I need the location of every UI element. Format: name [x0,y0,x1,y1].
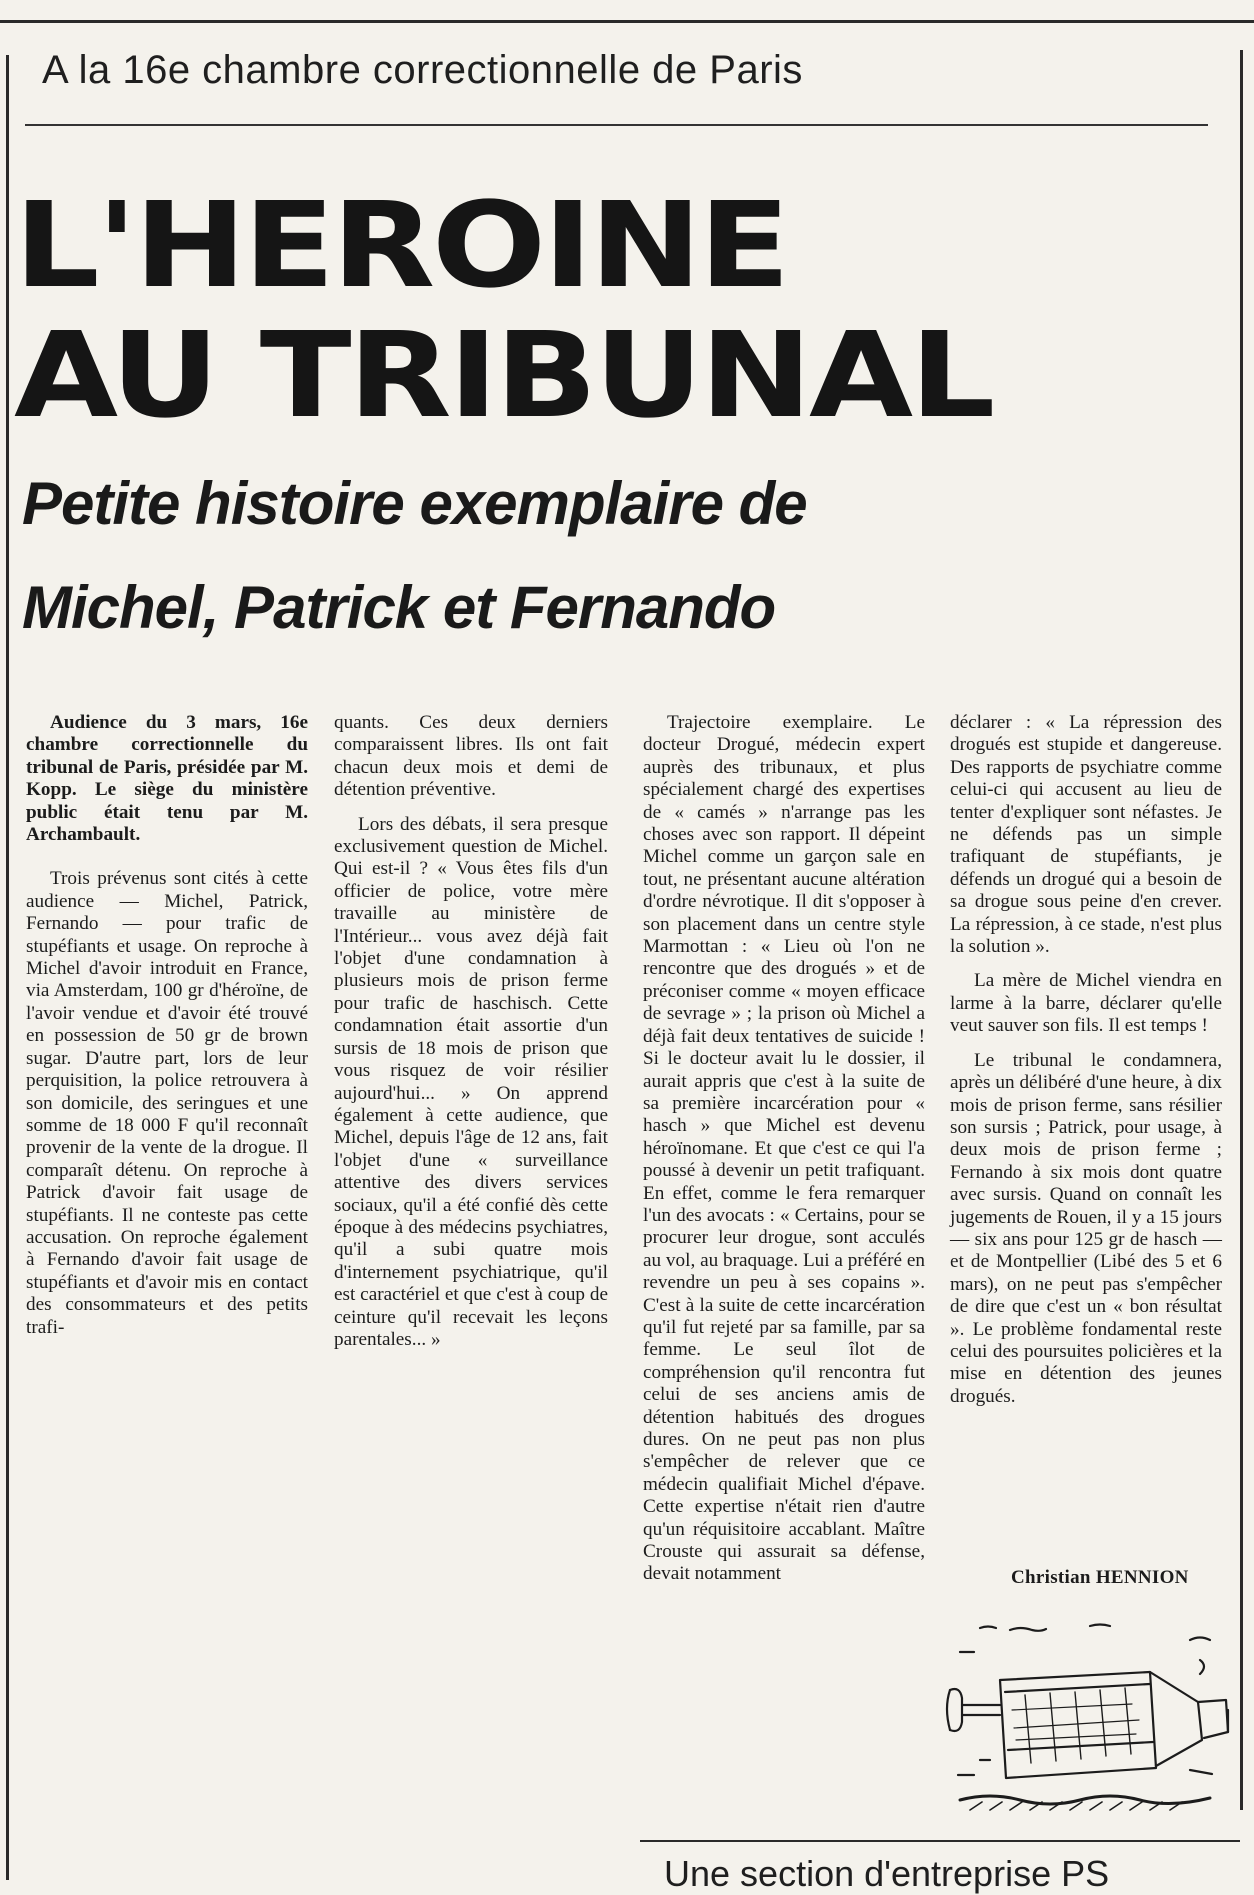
paragraph: Lors des débats, il sera presque exclusivement question de Michel. Qui est-il ? « Vous êtes fils d'un officier de police, votre mère travaille au ministère de l'Intérieur... vous avez déjà fait l'objet d'une condamnation à plusieurs mois de prison ferme pour trafic de haschisch. Cette condamnation était assortie d'un sursis de 18 mois de prison que vous risquez de voir résilier aujourd'hui... » On apprend également à cette audience, que Michel, depuis l'âge de 12 ans, fait l'objet d'une « surveillance attentive des divers services sociaux, qu'il a été confié dès cette époque à des médecins psychiatres, qu'il a subi quatre mois d'internement psychiatrique, qu'il est caractériel et que c'est à coup de ceinture qu'il recevait les leçons parentales... » [334,813,608,1350]
next-article-title: Une section d'entreprise PS [664,1853,1110,1894]
headline [14,176,992,444]
kicker: A la 16e chambre correctionnelle de Paris [42,48,803,92]
kicker-rule [25,124,1208,126]
article-column-1 [26,712,308,1339]
paragraph: Trajectoire exemplaire. Le docteur Drogué, médecin expert auprès des tribunaux, et plus spécialement chargé des expertises de « camés » n'arrange pas les choses avec son rapport. Il dépeint Michel comme un garçon sale en tout, ne présentant aucune altération d'ordre névrotique. Il dit s'opposer à son placement dans un centre style Marmottan : « Lieu où l'on ne rencontre que des drogués » et de préconiser comme « moyen efficace de sevrage » ; la prison où Michel a déjà fait deux tentatives de suicide ! Si le docteur avait lu le dossier, il aurait appris que c'est à la suite de sa première incarcération pour « hasch » que Michel est devenu héroïnomane. Et que c'est ce qui l'a poussé à devenir un petit trafiquant. En effet, comme le fera remarquer l'un des avocats : « Certains, pour se procurer leur drogue, sont acculés au vol, au braquage. Lui a préféré en revendre un peu à ses copains ». C'est à la suite de cette incarcération qu'il fut rejeté par sa famille, par sa femme. Le seul îlot de compréhension qu'il rencontra fut celui de ses anciens amis de détention habitués des drogues dures. On ne peut pas non plus s'empêcher de relever que ce médecin qualifiait Michel d'épave. Cette expertise n'était rien d'autre qu'un réquisitoire accablant. Maître Crouste qui assurait sa défense, devait notamment [643,712,925,1585]
paragraph: déclarer : « La répression des drogués est stupide et dangereuse. Des rapports de psychiatre comme celui-ci qui accusent au lieu de tenter d'expliquer sont néfastes. Je ne défends pas un simple trafiquant de stupéfiants, je défends un drogué qui a besoin de sa drogue sous peine d'en crever. La répression, à ce stade, n'est plus la solution ». [950,712,1222,958]
right-border-rule [1240,50,1243,1810]
syringe-cartoon [940,1600,1230,1830]
paragraph: Trois prévenus sont cités à cette audience — Michel, Patrick, Fernando — pour trafic de stupéfiants et usage. On reproche à Michel d'avoir introduit en France, via Amsterdam, 100 gr d'héroïne, de l'avoir vendue et d'avoir été trouvé en possession de 50 gr de brown sugar. D'autre part, lors de leur perquisition, la police retrouvera à son domicile, des seringues et une somme de 18 000 F qu'il reconnaît provenir de la vente de la drogue. Il comparaît détenu. On reproche à Patrick d'avoir fait usage de stupéfiants. Il ne conteste pas cette accusation. On reproche également à Fernando d'avoir fait usage de stupéfiants et d'avoir mis en contact des consommateurs et des petits trafi- [26,868,308,1338]
byline: Christian HENNION [1011,1567,1189,1588]
article-column-2 [334,712,608,1351]
top-rule [0,20,1254,23]
subhead-line-2: Michel, Patrick et Fernando [22,574,776,641]
bottom-rule [640,1840,1240,1842]
headline-line-2: AU TRIBUNAL [14,306,992,444]
paragraph: Le tribunal le condamnera, après un délibéré d'une heure, à dix mois de prison ferme, sans résilier son sursis ; Patrick, pour usage, à deux mois de prison ferme ; Fernando à six mois dont quatre avec sursis. Quand on connaît les jugements de Rouen, il y a 15 jours — six ans pour 125 gr de hasch — et de Montpellier (Libé des 5 et 6 mars), on ne peut pas s'empêcher de dire que c'est un « bon résultat ». Le problème fondamental reste celui des poursuites policières et la mise en détention des jeunes drogués. [950,1049,1222,1407]
left-border-rule [6,55,9,1880]
lead-paragraph: Audience du 3 mars, 16e chambre correctionnelle du tribunal de Paris, présidée par M. Kopp. Le siège du ministère public était tenu par M. Archambault. [26,712,308,846]
headline-line-1: L'HEROINE [14,176,788,314]
subhead [22,452,807,660]
paragraph: quants. Ces deux derniers comparaissent libres. Ils ont fait chacun deux mois et demi de détention préventive. [334,712,608,801]
subhead-line-1: Petite histoire exemplaire de [22,470,807,537]
paragraph: La mère de Michel viendra en larme à la barre, déclarer qu'elle veut sauver son fils. Il est temps ! [950,970,1222,1037]
article-column-3 [643,712,925,1586]
article-column-4 [950,712,1222,1408]
